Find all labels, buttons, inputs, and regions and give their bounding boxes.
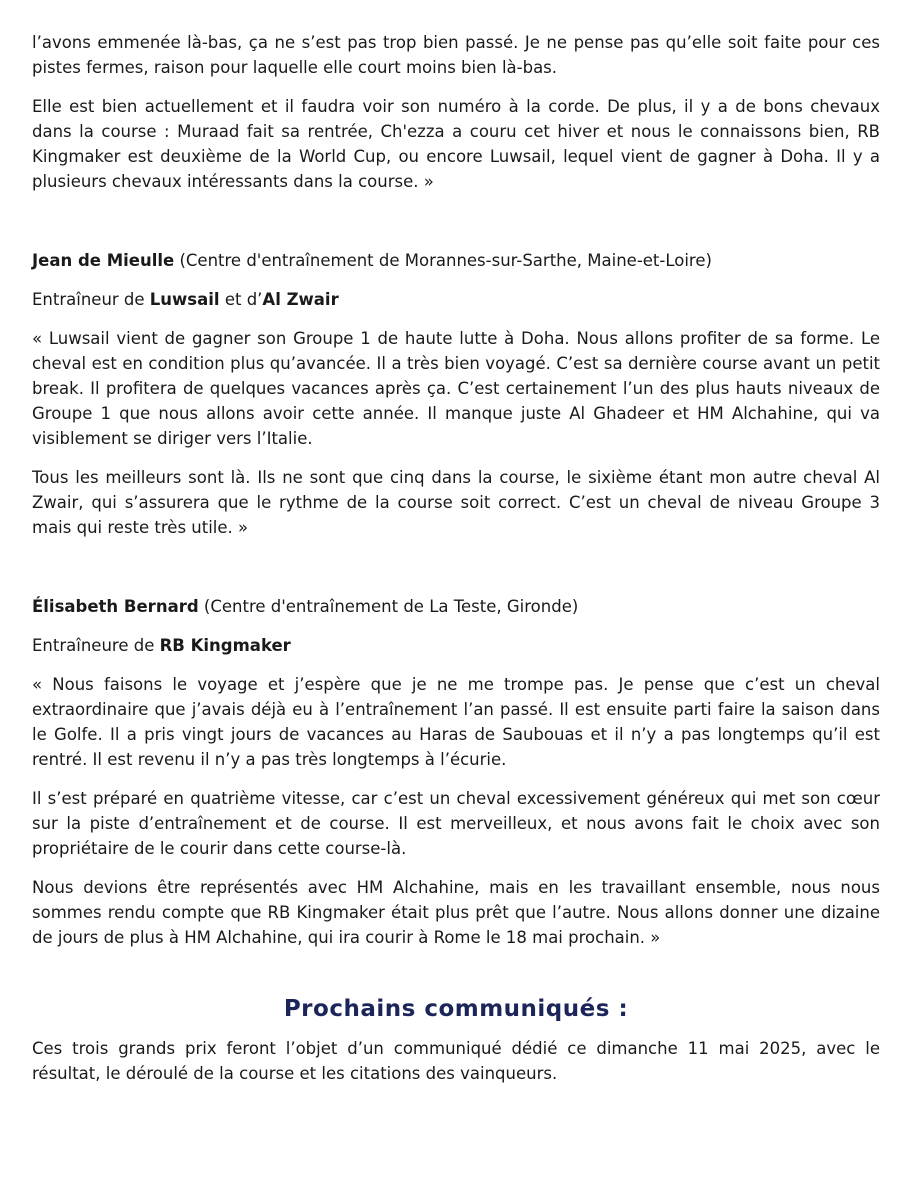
upcoming-text: Ces trois grands prix feront l’objet d’un communiqué dédié ce dimanche 11 mai 2025, avec le résultat, le déroulé de la course et les citations des vainqueurs. [32, 1039, 880, 1083]
trainer2-header [32, 594, 880, 619]
trainer1-horse1: Luwsail [149, 290, 220, 309]
document-page [32, 30, 880, 1086]
trainer2-horse1: RB Kingmaker [159, 636, 291, 655]
trainer1-quote-1: « Luwsail vient de gagner son Groupe 1 de haute lutte à Doha. Nous allons profiter de sa forme. Le cheval est en condition plus qu’avancée. Il a très bien voyagé. C’est sa dernière course avant un petit break. Il profitera de quelques vacances après ça. C’est certainement l’un des plus hauts niveaux de Groupe 1 que nous allons avoir cette année. Il manque juste Al Ghadeer et HM Alchahine, qui va visiblement se diriger vers l’Italie. [32, 329, 880, 448]
trainer2-name: Élisabeth Bernard [32, 597, 199, 616]
upcoming-heading: Prochains communiqués : [283, 996, 629, 1022]
intro-paragraph-1: l’avons emmenée là-bas, ça ne s’est pas trop bien passé. Je ne pense pas qu’elle soit faite pour ces pistes fermes, raison pour laquelle elle court moins bien là-bas. [32, 33, 880, 77]
trainer1-role-prefix: Entraîneur de [32, 290, 150, 309]
trainer1-horse2: Al Zwair [262, 290, 339, 309]
trainer1-centre: (Centre d'entraînement de Morannes-sur-Sarthe, Maine-et-Loire) [174, 251, 712, 270]
trainer2-quote-1: « Nous faisons le voyage et j’espère que je ne me trompe pas. Je pense que c’est un cheval extraordinaire que j’avais déjà eu à l’entraînement l’an passé. Il est ensuite parti faire la saison dans le Golfe. Il a pris vingt jours de vacances au Haras de Saubouas et il n’y a pas longtemps qu’il est rentré. Il est revenu il n’y a pas très longtemps à l’écurie. [32, 675, 880, 769]
trainer1-name: Jean de Mieulle [32, 251, 175, 270]
trainer1-quote-2: Tous les meilleurs sont là. Ils ne sont que cinq dans la course, le sixième étant mon autre cheval Al Zwair, qui s’assurera que le rythme de la course soit correct. C’est un cheval de niveau Groupe 3 mais qui reste très utile. » [32, 468, 880, 537]
trainer2-role [32, 633, 880, 658]
trainer1-role [32, 287, 880, 312]
trainer2-quote-3: Nous devions être représentés avec HM Alchahine, mais en les travaillant ensemble, nous nous sommes rendu compte que RB Kingmaker était plus prêt que l’autre. Nous allons donner une dizaine de jours de plus à HM Alchahine, qui ira courir à Rome le 18 mai prochain. » [32, 878, 880, 947]
trainer1-header [32, 248, 880, 273]
trainer2-quote-2: Il s’est préparé en quatrième vitesse, car c’est un cheval excessivement généreux qui met son cœur sur la piste d’entraînement et de course. Il est merveilleux, et nous avons fait le choix avec son propriétaire de le courir dans cette course-là. [32, 789, 880, 858]
trainer2-role-prefix: Entraîneure de [32, 636, 160, 655]
trainer2-centre: (Centre d'entraînement de La Teste, Gironde) [198, 597, 579, 616]
intro-paragraph-2: Elle est bien actuellement et il faudra voir son numéro à la corde. De plus, il y a de bons chevaux dans la course : Muraad fait sa rentrée, Ch'ezza a couru cet hiver et nous le connaissons bien, RB Kingmaker est deuxième de la World Cup, ou encore Luwsail, lequel vient de gagner à Doha. Il y a plusieurs chevaux intéressants dans la course. » [32, 97, 880, 191]
trainer1-role-mid: et d’ [219, 290, 263, 309]
